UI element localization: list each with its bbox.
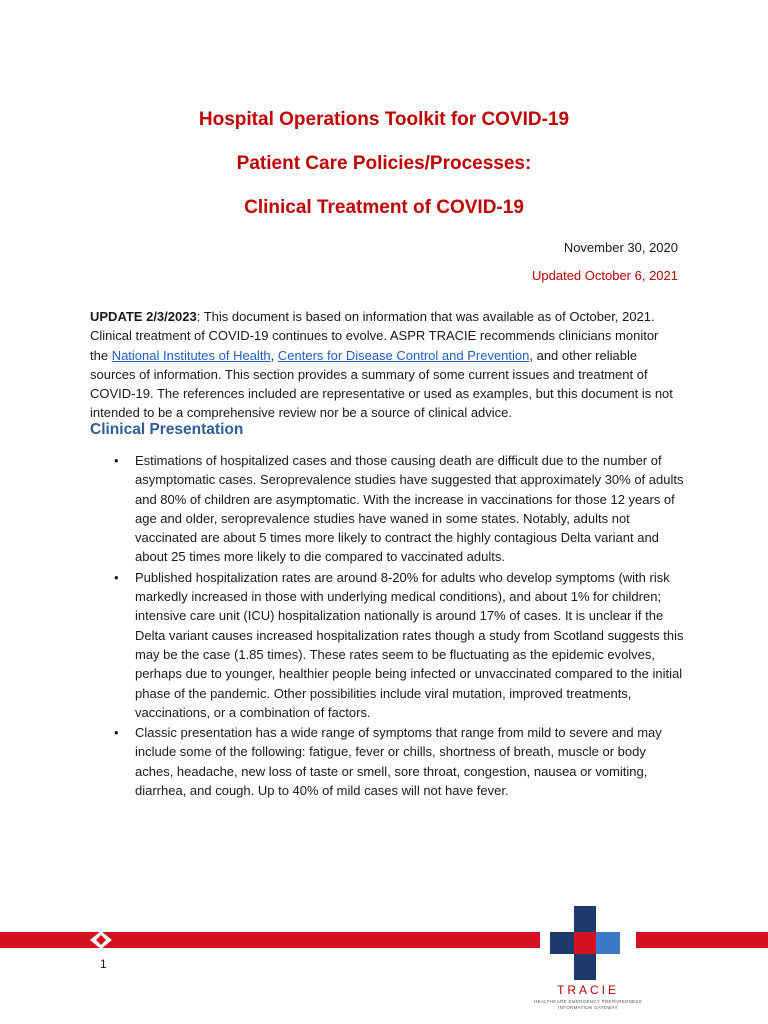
list-item-text: Published hospitalization rates are around 8-20% for adults who develop symptoms (with risk markedly increased in those with underlying medical conditions), and about 1% for children; intensive care unit (ICU) hospitalization nationally is around 17% of cases. It is unclear if the Delta variant causes increased hospitalization rates though a study from Scotland suggests this may be the case (1.85 times). These rates seem to be fluctuating as the epidemic evolves, perhaps due to younger, healthier people being infected or unvaccinated compared to the initial phase of the pandemic. Other possibilities include viral mutation, improved treatments, vaccinations, or a combination of factors. [135,569,684,720]
list-item [90,451,685,567]
footer-red-band [0,932,768,948]
list-item [90,723,685,800]
footer-band-fill [0,932,768,948]
document-title: Hospital Operations Toolkit for COVID-19 [198,109,570,130]
logo-wordmark: TRACIE [556,983,619,997]
update-label: UPDATE 2/3/2023 [90,309,197,324]
bullet-icon: • [114,453,119,468]
title-block [0,108,768,240]
updated-date: Updated October 6, 2021 [532,268,678,283]
update-note [90,307,680,423]
cdc-link[interactable]: Centers for Disease Control and Prevention [277,347,530,363]
bullet-icon: • [114,725,119,741]
section-heading-clinical-presentation: Clinical Presentation [90,421,244,438]
document-section-title: Clinical Treatment of COVID-19 [244,197,524,218]
list-item-text: Classic presentation has a wide range of symptoms that range from mild to severe and may include some of the following: fatigue, fever or chills, shortness of breath, muscle or body aches, headache, new loss of taste or smell, sore throat, congestion, nausea or vomiting, diarrhea, and cough. Up to 40% of mild cases will not have fever. [135,725,662,799]
list-item [90,568,685,722]
bullet-icon: • [114,569,119,585]
clinical-presentation-list [90,451,685,801]
publication-date: November 30, 2020 [563,240,678,255]
update-text-2: , and other reliable sources of information. This section provides a summary of some current issues and treatment of COVID-19. The references included are representative or used as examples, but this document is not intended to be a comprehensive review nor be a source of clinical advice. [90,347,673,421]
update-text-1: : This document is based on information that was available as of October, 2021. Clinical treatment of COVID-19 continues to evolve. ASPR TRACIE recommends clinicians monitor the [90,309,659,363]
logo-tagline: HEALTHCARE EMERGENCY PREPAREDNESS INFORMATION GATEWAY [534,999,642,1010]
link-separator: , [270,347,278,363]
list-item-text: Estimations of hospitalized cases and those causing death are difficult due to the number of asymptomatic cases. Seroprevalence studies have suggested that approximately 30% of adults and 80% of children are asymptomatic. With the increase in vaccinations for those 12 years of age and older, seroprevalence studies have waned in some states. Notably, adults not vaccinated are about 5 times more likely to contract the highly contagious Delta variant and about 25 times more likely to die compared to vaccinated adults. [135,453,684,565]
page-number: 1 [100,957,107,971]
document-subtitle: Patient Care Policies/Processes: [236,153,532,174]
nih-link[interactable]: National Institutes of Health [111,347,271,363]
